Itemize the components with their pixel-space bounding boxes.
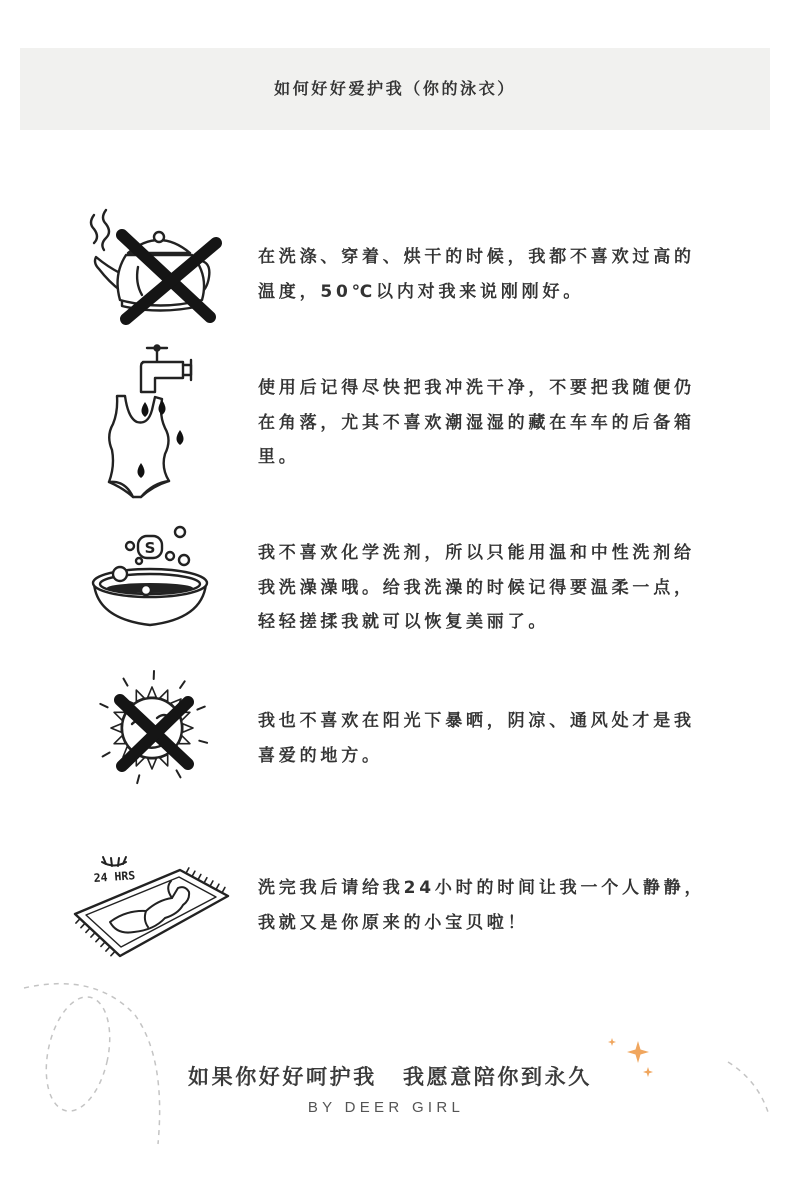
tip-line: 轻轻搓揉我就可以恢复美丽了。 bbox=[258, 612, 550, 632]
towel-fringe bbox=[222, 888, 225, 893]
tip-line: 洗完我后请给我24小时的时间让我一个人静静， bbox=[258, 878, 706, 898]
sun-ray bbox=[111, 724, 121, 733]
sparkle-icon bbox=[627, 1041, 649, 1063]
towel-fringe bbox=[96, 937, 100, 941]
towel-fringe bbox=[111, 951, 115, 955]
page-title: 如何好好爱护我（你的泳衣） bbox=[274, 79, 516, 98]
towel-fringe bbox=[204, 878, 207, 883]
tip-line: 我洗澡澡哦。给我洗澡的时候记得要温柔一点， bbox=[258, 577, 695, 598]
sun-glow-line bbox=[124, 679, 128, 686]
towel-fringe bbox=[192, 871, 195, 876]
24-hrs-label: 24 HRS bbox=[93, 868, 136, 885]
sun-glow-line bbox=[197, 707, 204, 710]
towel-fringe bbox=[186, 868, 189, 873]
tip-line: 温度，50℃以内对我来说刚刚好。 bbox=[258, 281, 585, 302]
towel-fringe bbox=[198, 874, 201, 879]
towel-fringe bbox=[216, 884, 219, 889]
tip-text bbox=[258, 871, 705, 940]
towel-fringe bbox=[106, 947, 110, 951]
towel-fringe bbox=[76, 919, 80, 923]
tip-line: 里。 bbox=[258, 447, 300, 467]
sun-glow-line bbox=[199, 741, 207, 743]
rinse-after-use-icon bbox=[95, 340, 205, 505]
tip-line: 使用后记得尽快把我冲洗干净，不要把我随便仍 bbox=[258, 378, 695, 398]
no-hot-water-icon bbox=[80, 205, 240, 330]
towel-fringe bbox=[101, 942, 105, 946]
towel-fringe bbox=[91, 933, 95, 937]
sun-glow-line bbox=[137, 775, 139, 783]
tip-text bbox=[258, 704, 695, 773]
tip-line: 在角落，尤其不喜欢潮湿湿的藏在车车的后备箱 bbox=[258, 412, 695, 433]
sun-ray bbox=[183, 724, 193, 733]
slogan-left: 如果你好好呵护我 bbox=[188, 1065, 377, 1089]
towel-fringe bbox=[210, 881, 213, 886]
tip-text bbox=[258, 240, 695, 309]
towel-fringe bbox=[81, 923, 85, 927]
tip-line: 我就又是你原来的小宝贝啦！ bbox=[258, 912, 529, 933]
slogan-right: 我愿意陪你到永久 bbox=[403, 1065, 592, 1089]
sun-ray bbox=[148, 687, 157, 697]
sun-glow-line bbox=[100, 704, 107, 707]
sun-glow-line bbox=[180, 681, 185, 688]
tip-line: 喜爱的地方。 bbox=[258, 745, 383, 766]
tip-text bbox=[258, 371, 695, 475]
sparkle-icon bbox=[608, 1038, 616, 1046]
dry-flat-24h-icon bbox=[68, 848, 233, 963]
sun-glow-line bbox=[103, 753, 110, 757]
no-sun-exposure-icon bbox=[80, 660, 225, 800]
tip-line: 在洗涤、穿着、烘干的时候，我都不喜欢过高的 bbox=[258, 247, 695, 267]
soap-letter: S bbox=[144, 539, 156, 557]
towel-fringe bbox=[86, 928, 90, 932]
tip-line: 我也不喜欢在阳光下暴晒，阴凉、通风处才是我 bbox=[258, 711, 695, 731]
footer-decoration bbox=[0, 970, 790, 1160]
gentle-detergent-icon bbox=[90, 520, 215, 632]
brand-signature: BY DEER GIRL bbox=[307, 1099, 465, 1116]
dashed-curve-icon bbox=[24, 984, 768, 1144]
tip-text bbox=[258, 536, 695, 640]
header-bar bbox=[20, 48, 770, 130]
sun-ray bbox=[148, 759, 157, 769]
sun-glow-line bbox=[177, 770, 181, 777]
tip-line: 我不喜欢化学洗剂，所以只能用温和中性洗剂给 bbox=[258, 543, 695, 563]
sparkle-icon bbox=[643, 1067, 653, 1077]
